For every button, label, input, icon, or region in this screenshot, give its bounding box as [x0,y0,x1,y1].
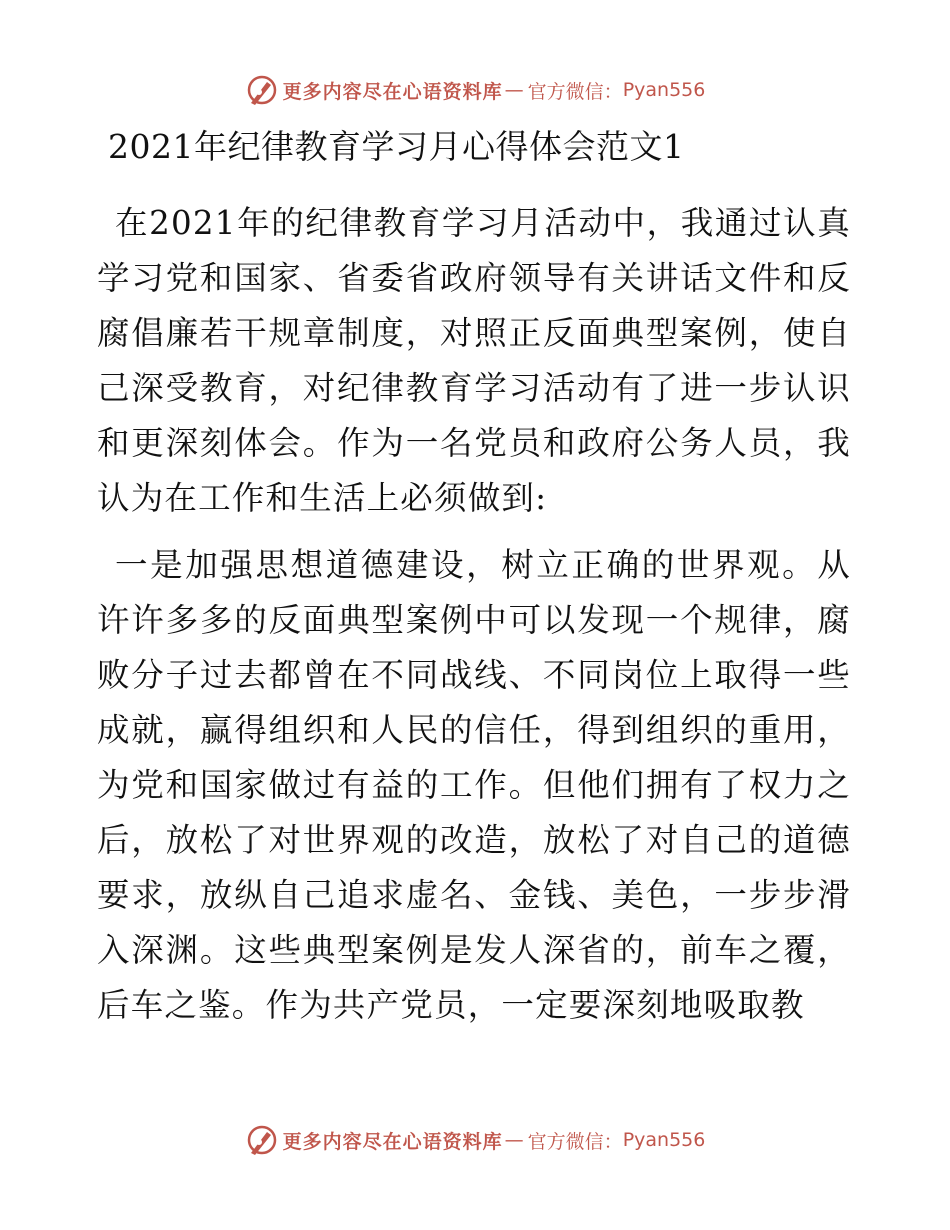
paragraph-1: 在2021年的纪律教育学习月活动中，我通过认真学习党和国家、省委省政府领导有关讲话文件和反腐倡廉若干规章制度，对照正反面典型案例，使自己深受教育，对纪律教育学习活动有了进一步认识和更深刻体会。作为一名党员和政府公务人员，我认为在工作和生活上必须做到: [97,204,851,517]
watermark-wechat-label: 官方微信： [527,80,623,103]
watermark-site-text: 更多内容尽在心语资料库 [282,80,503,103]
watermark-wechat-label: 官方微信： [527,1130,623,1153]
watermark-banner-top [0,70,950,110]
watermark-wechat-id: Pyan556 [622,1129,706,1151]
pen-circle-logo-icon [245,1123,279,1157]
document-title: 2021年纪律教育学习月心得体会范文1 [108,127,685,166]
watermark-banner-bottom [0,1120,950,1160]
watermark-wechat-id: Pyan556 [622,79,706,101]
watermark-dash: — [504,1129,524,1151]
document-body [97,196,851,1033]
watermark-dash: — [504,79,524,101]
watermark-site-text: 更多内容尽在心语资料库 [282,1130,503,1153]
pen-circle-logo-icon [245,73,279,107]
paragraph-2: 一是加强思想道德建设，树立正确的世界观。从许许多多的反面典型案例中可以发现一个规律，腐败分子过去都曾在不同战线、不同岗位上取得一些成就，赢得组织和人民的信任，得到组织的重用，为党和国家做过有益的工作。但他们拥有了权力之后，放松了对世界观的改造，放松了对自己的道德要求，放纵自己追求虚名、金钱、美色，一步步滑入深渊。这些典型案例是发人深省的，前车之覆，后车之鉴。作为共产党员，一定要深刻地吸取教 [97,546,851,1024]
